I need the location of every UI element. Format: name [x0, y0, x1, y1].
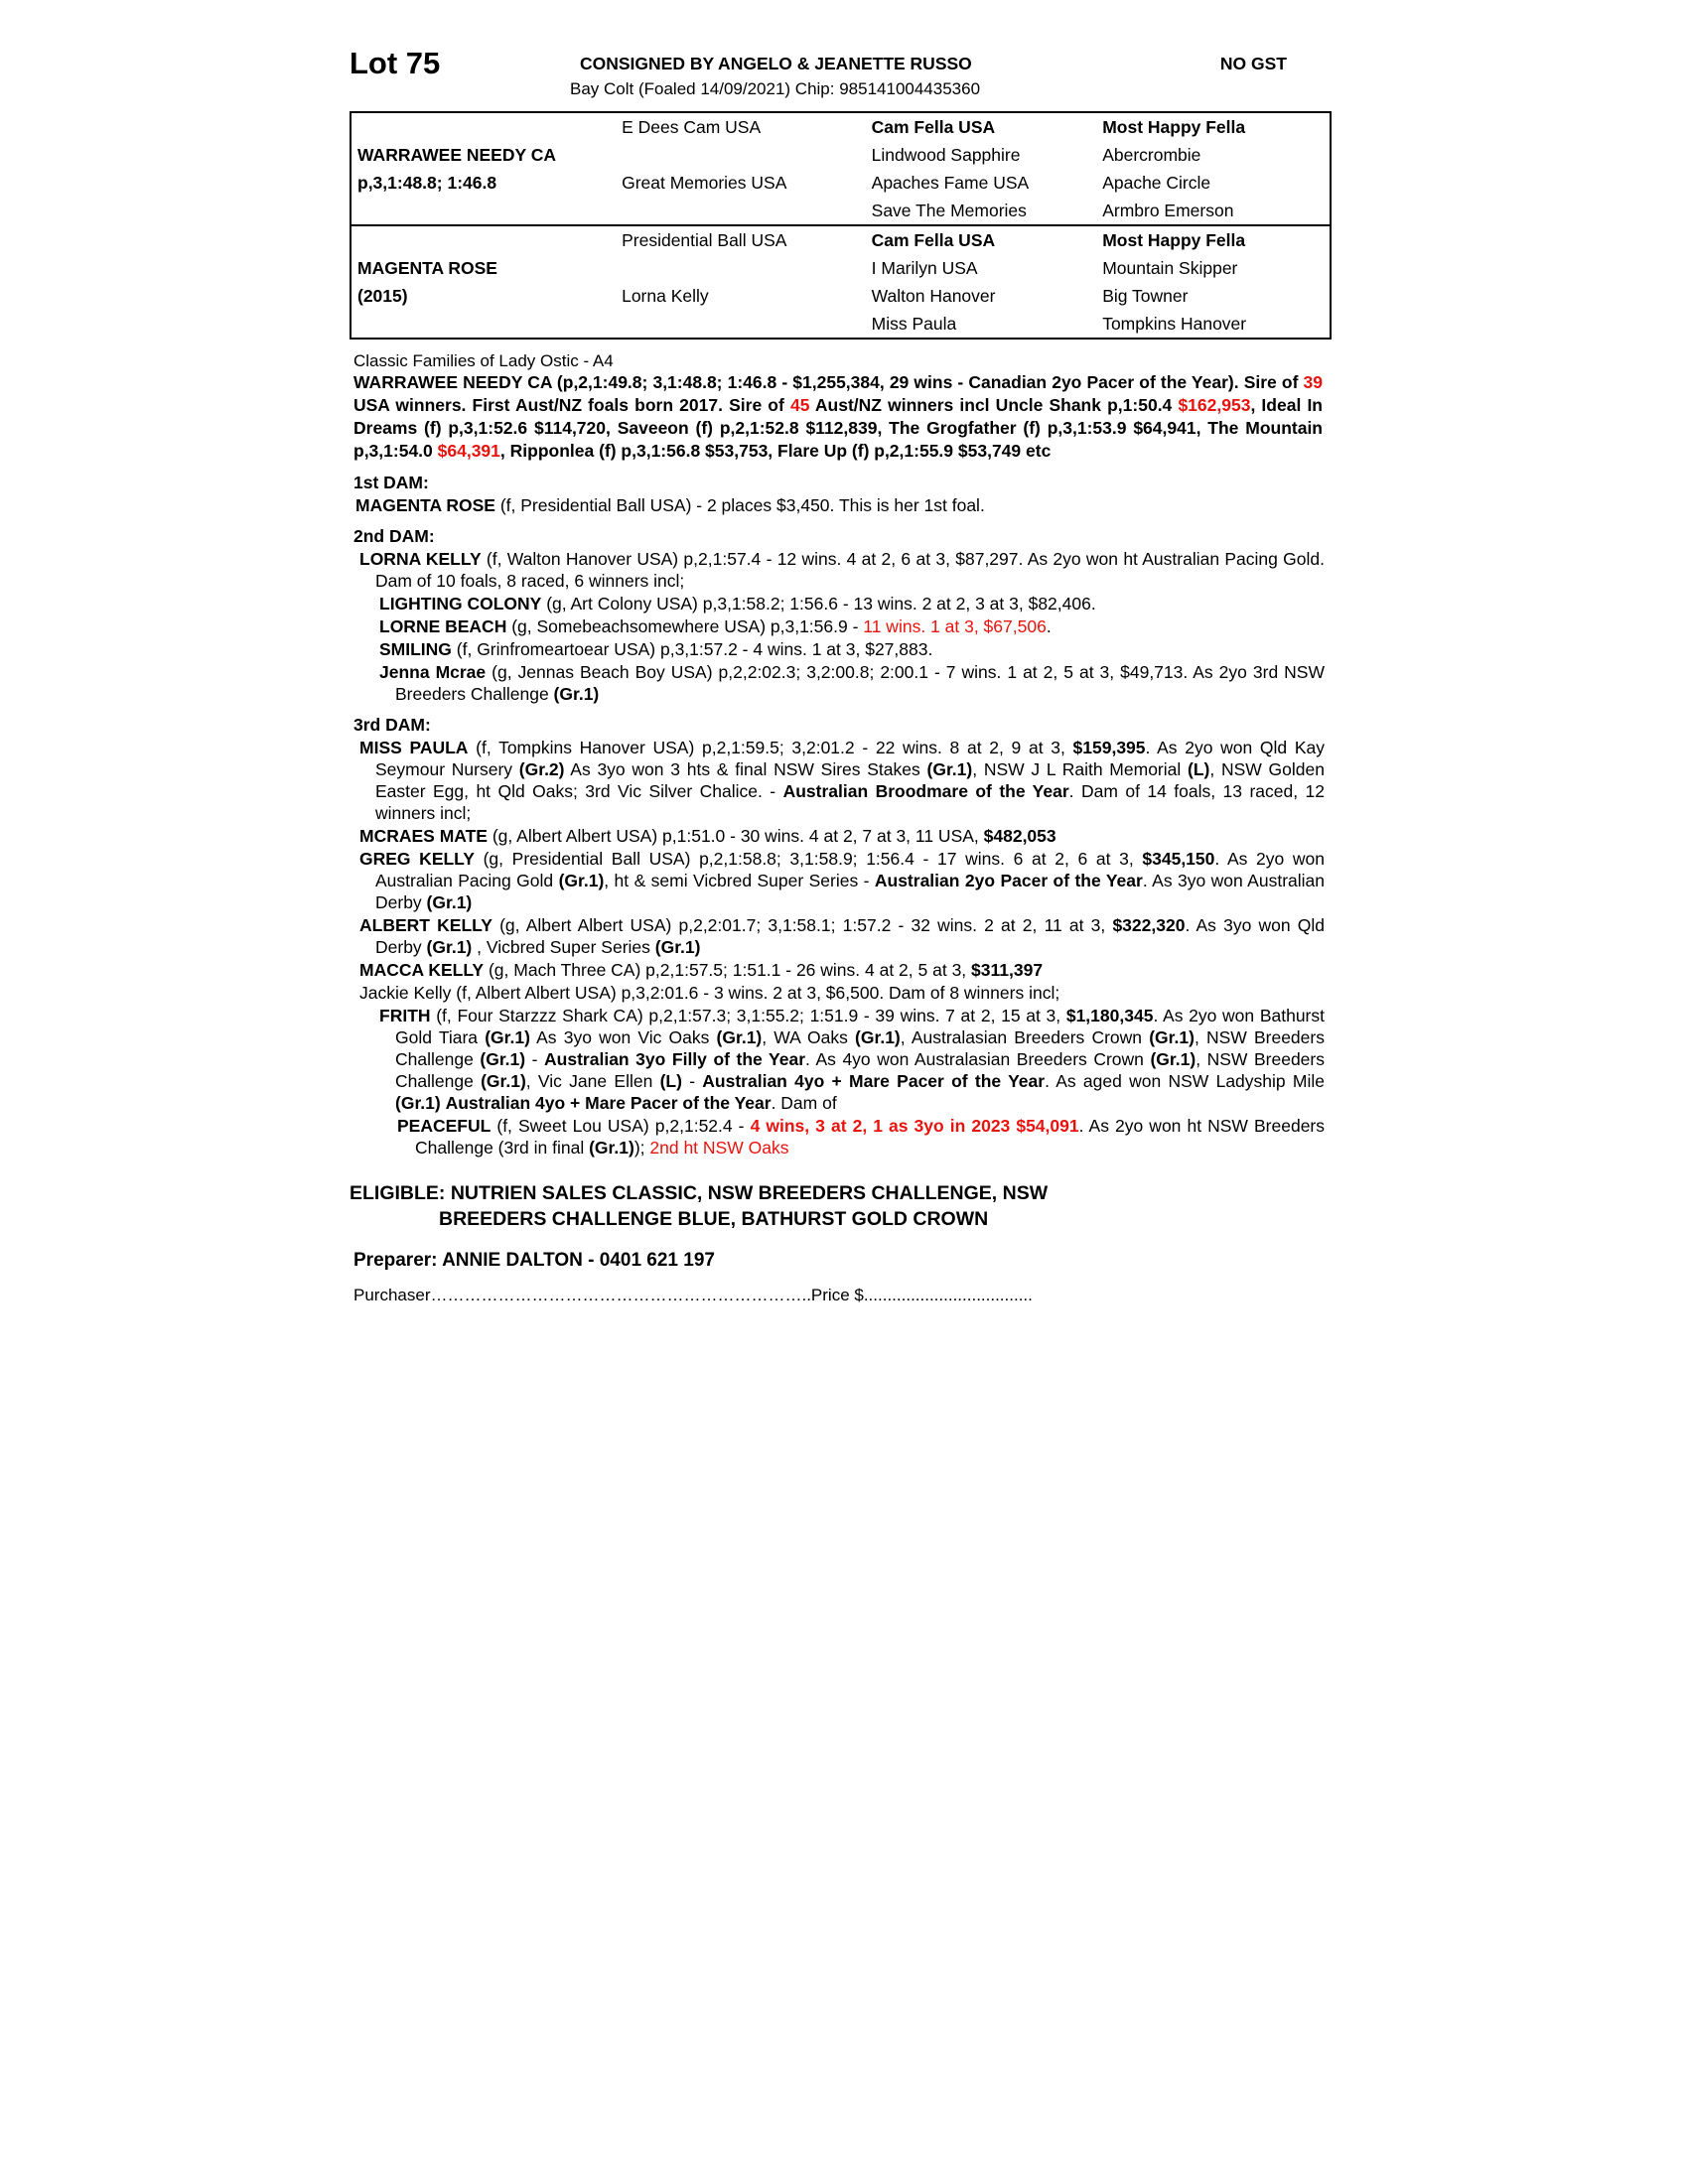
pedigree-cell: Big Towner [1102, 286, 1189, 306]
entry-strong: FRITH [379, 1006, 431, 1025]
entry-strong: (Gr.1) [426, 892, 473, 912]
entry-strong: (Gr.1) [480, 1049, 526, 1069]
pedigree-cell: Presidential Ball USA [616, 225, 866, 254]
pedigree-cell: Apaches Fame USA [871, 173, 1030, 193]
pedigree-entry [350, 959, 1342, 981]
entry-text: . [1046, 616, 1052, 636]
entry-strong: Australian 4yo + Mare Pacer of the Year [445, 1093, 772, 1113]
pedigree-cell [352, 225, 616, 254]
pedigree-cell: Most Happy Fella [1096, 225, 1330, 254]
entry-strong: MAGENTA ROSE [355, 495, 495, 515]
entry-strong: SMILING [379, 639, 452, 659]
entry-strong: (Gr.1) [926, 759, 973, 779]
entry-strong: (Gr.1) [1149, 1027, 1195, 1047]
entry-text: ); [633, 1138, 650, 1158]
entry-strong: ALBERT KELLY [359, 915, 492, 935]
entry-strong: Jenna Mcrae [379, 662, 487, 682]
pedigree-entry [350, 1115, 1342, 1159]
entry-strong: (Gr.1) [654, 937, 701, 957]
entry-text: . As 2yo won Qld Kay Seymour Nursery [375, 738, 1325, 779]
entry-strong: (Gr.1) [558, 871, 605, 890]
entry-strong: $345,150 [1142, 849, 1215, 869]
entry-text: - [525, 1049, 545, 1069]
dam-sections [350, 473, 1342, 1159]
pedigree-entry [350, 615, 1342, 637]
entry-strong: (Gr.1) [553, 684, 600, 704]
pedigree-entry [350, 914, 1342, 958]
entry-text: (f, Sweet Lou USA) p,2,1:52.4 - [491, 1116, 751, 1136]
entry-strong: (Gr.1) [855, 1027, 901, 1047]
pedigree-cell [616, 310, 866, 338]
entry-text: (g, Presidential Ball USA) p,2,1:58.8; 3,1:58.9; 1:56.4 - 17 wins. 6 at 2, 6 at 3, [474, 849, 1143, 869]
sire-text: WARRAWEE NEEDY CA (p,2,1:49.8; 3,1:48.8; 1:46.8 - $1,255,384, 29 wins - Canadian 2yo Pacer of the Year). Sire of [353, 372, 1304, 392]
entry-strong: (Gr.1) [716, 1027, 763, 1047]
entry-strong: MCRAES MATE [359, 826, 488, 846]
lot-number: Lot 75 [350, 46, 441, 80]
sire-highlight: $162,953 [1178, 395, 1251, 415]
consignor-line: CONSIGNED BY ANGELO & JEANETTE RUSSO [580, 54, 972, 73]
pedigree-entry [350, 848, 1342, 913]
pedigree-cell: E Dees Cam USA [622, 117, 762, 137]
entry-text: . Dam of [771, 1093, 837, 1113]
entry-text: (f, Grinfromeartoear USA) p,3,1:57.2 - 4 wins. 1 at 3, $27,883. [451, 639, 933, 659]
entry-strong: $159,395 [1072, 738, 1146, 757]
entry-text: (f, Four Starzzz Shark CA) p,2,1:57.3; 3,1:55.2; 1:51.9 - 39 wins. 7 at 2, 15 at 3, [430, 1006, 1066, 1025]
horse-description: Bay Colt (Foaled 14/09/2021) Chip: 985141004435360 [570, 79, 981, 98]
entry-strong: (Gr.1) [395, 1093, 441, 1113]
pedigree-row [352, 225, 1330, 254]
pedigree-row [352, 141, 1330, 169]
entry-strong: (Gr.1) [589, 1138, 634, 1158]
dam-heading: 2nd DAM: [353, 526, 435, 546]
sire-text: , Ripponlea (f) p,3,1:56.8 $53,753, Flare Up (f) p,2,1:55.9 $53,749 etc [499, 441, 1052, 461]
dam-heading: 3rd DAM: [353, 715, 431, 735]
entry-text: , Vicbred Super Series [472, 937, 655, 957]
pedigree-row [352, 282, 1330, 310]
entry-strong: $322,320 [1112, 915, 1186, 935]
entry-strong: (L) [1188, 759, 1210, 779]
pedigree-cell: Walton Hanover [871, 286, 996, 306]
pedigree-entry [350, 494, 1342, 516]
classic-families: Classic Families of Lady Ostic - A4 [353, 351, 614, 370]
pedigree-cell [352, 310, 616, 338]
entry-text: (f, Presidential Ball USA) - 2 places $3,450. This is her 1st foal. [494, 495, 985, 515]
pedigree-cell: Save The Memories [871, 201, 1027, 220]
sire-text: Aust/NZ winners incl Uncle Shank p,1:50.4 [809, 395, 1179, 415]
entry-text: . As 3yo won Australian Derby [375, 871, 1325, 912]
eligibility-note [350, 1180, 1342, 1232]
entry-text: As 3yo won Vic Oaks [529, 1027, 717, 1047]
entry-text: , NSW Breeders Challenge [395, 1027, 1325, 1069]
pedigree-row [352, 113, 1330, 141]
entry-text: (g, Mach Three CA) p,2,1:57.5; 1:51.1 - 26 wins. 4 at 2, 5 at 3, [484, 960, 972, 980]
entry-text: (g, Jennas Beach Boy USA) p,2,2:02.3; 3,2:00.8; 2:00.1 - 7 wins. 1 at 2, 5 at 3, $49,713. As 2yo 3rd NSW Breeders Challenge [395, 662, 1325, 704]
gst-status: NO GST [1219, 54, 1287, 73]
sire-paragraph [350, 371, 1342, 463]
pedigree-cell [616, 254, 866, 282]
entry-strong: Australian 3yo Filly of the Year [544, 1049, 806, 1069]
entry-strong: Australian Broodmare of the Year [782, 781, 1069, 801]
entry-text: , NSW Breeders Challenge [395, 1049, 1325, 1091]
entry-text: As 3yo won 3 hts & final NSW Sires Stakes [564, 759, 927, 779]
pedigree-cell: Lorna Kelly [622, 286, 709, 306]
entry-strong: GREG KELLY [359, 849, 475, 869]
entry-text: , Vic Jane Ellen [525, 1071, 660, 1091]
pedigree-entry [350, 737, 1342, 824]
eligibility-line-1: ELIGIBLE: NUTRIEN SALES CLASSIC, NSW BREEDERS CHALLENGE, NSW [350, 1182, 1049, 1204]
pedigree-cell: Great Memories USA [622, 173, 787, 193]
entry-strong: LORNE BEACH [379, 616, 507, 636]
pedigree-table [350, 111, 1332, 340]
pedigree-row [352, 169, 1330, 197]
entry-text: . As 4yo won Australasian Breeders Crown [805, 1049, 1151, 1069]
pedigree-cell [616, 197, 866, 225]
entry-text: (g, Albert Albert USA) p,1:51.0 - 30 wins. 4 at 2, 7 at 3, 11 USA, [487, 826, 984, 846]
pedigree-cell [352, 113, 616, 141]
entry-strong: (Gr.1) [485, 1027, 530, 1047]
entry-strong: (Gr.1) [426, 937, 473, 957]
entry-highlight: 2nd ht NSW Oaks [649, 1138, 789, 1158]
purchaser-line: Purchaser…………………………………………………………..Price $.................................... [353, 1286, 1033, 1304]
entry-text: . As 2yo won Australian Pacing Gold [375, 849, 1325, 890]
entry-text: Jackie Kelly (f, Albert Albert USA) p,3,2:01.6 - 3 wins. 2 at 3, $6,500. Dam of 8 winners incl; [359, 983, 1060, 1003]
entry-text: (f, Tompkins Hanover USA) p,2,1:59.5; 3,2:01.2 - 22 wins. 8 at 2, 9 at 3, [468, 738, 1073, 757]
entry-strong: Australian 2yo Pacer of the Year [874, 871, 1143, 890]
pedigree-cell: Cam Fella USA [871, 117, 996, 137]
entry-highlight: 4 wins, 3 at 2, 1 as 3yo in 2023 $54,091 [750, 1116, 1079, 1136]
entry-strong: PEACEFUL [397, 1116, 492, 1136]
pedigree-cell: WARRAWEE NEEDY CA [357, 145, 556, 165]
catalogue-sheet [350, 38, 1342, 1305]
pedigree-cell: Abercrombie [1102, 145, 1201, 165]
pedigree-cell: I Marilyn USA [871, 258, 978, 278]
pedigree-cell: Miss Paula [871, 314, 957, 334]
entry-strong: MISS PAULA [359, 738, 469, 757]
entry-highlight: 11 wins. 1 at 3, $67,506 [863, 616, 1047, 636]
pedigree-cell: Armbro Emerson [1102, 201, 1234, 220]
pedigree-entry [350, 661, 1342, 705]
pedigree-cell: Lindwood Sapphire [871, 145, 1021, 165]
entry-text: . As 2yo won Bathurst Gold Tiara [395, 1006, 1325, 1047]
pedigree-row [352, 254, 1330, 282]
entry-text: . As aged won NSW Ladyship Mile [1045, 1071, 1325, 1091]
sire-text: USA winners. First Aust/NZ foals born 2017. Sire of [353, 395, 790, 415]
pedigree-entry [350, 593, 1342, 614]
entry-strong: $1,180,345 [1065, 1006, 1154, 1025]
pedigree-cell: Mountain Skipper [1102, 258, 1238, 278]
pedigree-cell: Most Happy Fella [1102, 117, 1246, 137]
entry-text: , ht & semi Vicbred Super Series - [604, 871, 875, 890]
sire-highlight: 45 [789, 395, 810, 415]
pedigree-row [352, 197, 1330, 225]
page-header [350, 38, 1342, 103]
pedigree-entry [350, 982, 1342, 1004]
entry-text: , NSW Golden Easter Egg, ht Qld Oaks; 3rd Vic Silver Chalice. - [375, 759, 1325, 801]
sire-highlight: 39 [1303, 372, 1323, 392]
pedigree-cell: MAGENTA ROSE [357, 258, 497, 278]
entry-text: . Dam of 14 foals, 13 raced, 12 winners incl; [375, 781, 1325, 823]
entry-text: , Australasian Breeders Crown [900, 1027, 1150, 1047]
entry-text: , NSW J L Raith Memorial [972, 759, 1189, 779]
pedigree-entry [350, 548, 1342, 592]
entry-text: (f, Walton Hanover USA) p,2,1:57.4 - 12 wins. 4 at 2, 6 at 3, $87,297. As 2yo won ht Australian Pacing Gold. Dam of 10 foals, 8 raced, 6 winners incl; [375, 549, 1325, 591]
pedigree-cell [352, 197, 616, 225]
preparer-line: Preparer: ANNIE DALTON - 0401 621 197 [353, 1250, 715, 1271]
entry-text: (g, Art Colony USA) p,3,1:58.2; 1:56.6 - 13 wins. 2 at 2, 3 at 3, $82,406. [541, 594, 1096, 614]
pedigree-entry [350, 825, 1342, 847]
pedigree-cell: Apache Circle [1102, 173, 1211, 193]
entry-strong: LORNA KELLY [359, 549, 482, 569]
entry-strong: (Gr.2) [518, 759, 565, 779]
sire-text: , Ideal In Dreams (f) p,3,1:52.6 $114,720, Saveeon (f) p,2,1:52.8 $112,839, The Grogfather (f) p,3,1:53.9 $64,941, The Mountain p,3,1:54.0 [353, 395, 1323, 461]
entry-strong: $311,397 [971, 960, 1044, 980]
pedigree-entry [350, 638, 1342, 660]
entry-text: (g, Albert Albert USA) p,2,2:01.7; 3,1:58.1; 1:57.2 - 32 wins. 2 at 2, 11 at 3, [492, 915, 1113, 935]
entry-strong: Australian 4yo + Mare Pacer of the Year [702, 1071, 1046, 1091]
pedigree-row [352, 310, 1330, 338]
entry-strong: (L) [659, 1071, 682, 1091]
entry-text: . As 2yo won ht NSW Breeders Challenge (3rd in final [415, 1116, 1326, 1158]
entry-text: , WA Oaks [762, 1027, 856, 1047]
pedigree-cell: p,3,1:48.8; 1:46.8 [357, 173, 497, 193]
pedigree-cell: Cam Fella USA [866, 225, 1097, 254]
entry-text: - [681, 1071, 703, 1091]
pedigree-entry [350, 1005, 1342, 1114]
pedigree-cell: (2015) [357, 286, 408, 306]
entry-text: . As 3yo won Qld Derby [375, 915, 1325, 957]
entry-strong: LIGHTING COLONY [379, 594, 542, 614]
pedigree-cell: Tompkins Hanover [1102, 314, 1247, 334]
entry-strong: MACCA KELLY [359, 960, 485, 980]
entry-strong: (Gr.1) [481, 1071, 526, 1091]
entry-strong: (Gr.1) [1150, 1049, 1196, 1069]
dam-heading: 1st DAM: [353, 473, 429, 492]
eligibility-line-2: BREEDERS CHALLENGE BLUE, BATHURST GOLD CROWN [439, 1208, 989, 1230]
entry-text: (g, Somebeachsomewhere USA) p,3,1:56.9 - [506, 616, 864, 636]
entry-strong: $482,053 [983, 826, 1056, 846]
pedigree-cell [616, 141, 866, 169]
sire-highlight: $64,391 [437, 441, 500, 461]
